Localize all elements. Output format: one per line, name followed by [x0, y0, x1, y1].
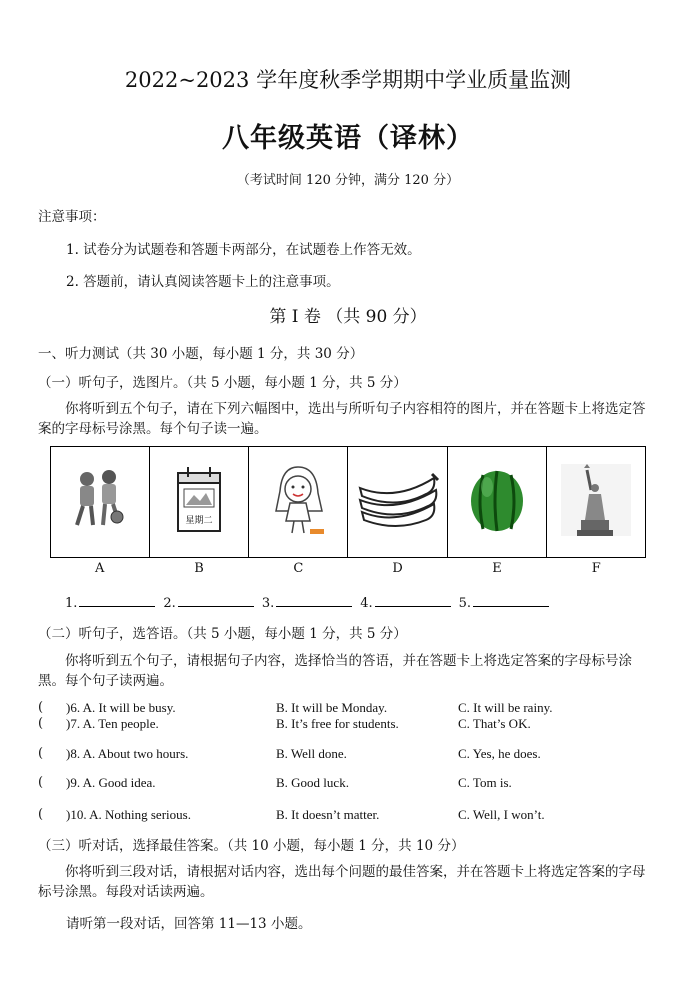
picture-f: [546, 447, 645, 558]
question-10-c: C. Well, I won’t.: [458, 807, 545, 822]
picture-table: [50, 446, 646, 558]
exam-title: 2022~2023 学年度秋季学期期中学业质量监测: [124, 68, 572, 92]
blank-2[interactable]: 2.: [163, 592, 253, 611]
answer-blanks: [65, 592, 549, 611]
kids-playing-ball-icon: [65, 465, 135, 535]
part1-instructions: 你将听到五个句子，请在下列六幅图中，选出与所听句子内容相符的图片，并在答题卡上将选定答案的字母标号涂黑。每个句子读一遍。: [38, 401, 646, 437]
question-9-a: )9. A. Good idea.: [66, 775, 156, 790]
calendar-icon: [174, 465, 224, 535]
question-7-c: C. That’s OK.: [458, 716, 531, 731]
question-7-b: B. It’s free for students.: [276, 716, 399, 731]
blank-3[interactable]: 3.: [262, 592, 352, 611]
letter-f: F: [591, 561, 601, 576]
svg-text:星期二: 星期二: [185, 516, 213, 526]
letter-a: A: [94, 561, 105, 576]
blank-1[interactable]: 1.: [65, 592, 155, 611]
notice-heading: 注意事项：: [38, 209, 106, 225]
question-7-a: )7. A. Ten people.: [66, 716, 159, 731]
question-10-a: )10. A. Nothing serious.: [66, 807, 191, 822]
blank-5[interactable]: 5.: [459, 592, 549, 611]
notice-item-2: 2. 答题前，请认真阅读答题卡上的注意事项。: [66, 274, 340, 290]
picture-letters: [50, 561, 646, 576]
question-6-a: )6. A. It will be busy.: [66, 700, 176, 715]
picture-d: [348, 447, 447, 558]
question-9-c: C. Tom is.: [458, 775, 512, 790]
volume-title: 第 I 卷 （共 90 分）: [269, 307, 427, 327]
blank-4[interactable]: 4.: [360, 592, 450, 611]
question-6-b: B. It will be Monday.: [276, 700, 388, 715]
picture-a: [51, 447, 150, 558]
question-8-b: B. Well done.: [276, 746, 347, 761]
question-8-c: C. Yes, he does.: [458, 746, 541, 761]
question-6-c: C. It will be rainy.: [458, 700, 553, 715]
exam-subtitle: 八年级英语（译林）: [222, 123, 474, 154]
watermelon-icon: [467, 467, 527, 533]
part3-instructions: 你将听到三段对话，请根据对话内容，选出每个问题的最佳答案，并在答题卡上将选定答案的字母标号涂黑。每段对话读两遍。: [38, 864, 646, 900]
dialogue1-note: 请听第一段对话，回答第 11—13 小题。: [66, 916, 312, 932]
exam-time-note: （考试时间 120 分钟，满分 120 分）: [236, 173, 460, 188]
letter-d: D: [392, 561, 403, 576]
notice-item-1: 1. 试卷分为试题卷和答题卡两部分，在试题卷上作答无效。: [66, 242, 421, 258]
letter-c: C: [293, 561, 304, 576]
picture-c: [249, 447, 348, 558]
part2-title: （二）听句子，选答语。（共 5 小题，每小题 1 分，共 5 分）: [38, 626, 407, 642]
girl-drawing-icon: [268, 463, 328, 538]
section1-title: 一、听力测试（共 30 小题，每小题 1 分，共 30 分）: [38, 346, 364, 362]
part3-title: （三）听对话，选择最佳答案。（共 10 小题，每小题 1 分，共 10 分）: [38, 838, 465, 854]
picture-e: [447, 447, 546, 558]
picture-b: [150, 447, 249, 558]
bananas-icon: [356, 470, 440, 530]
question-8-a: )8. A. About two hours.: [66, 746, 189, 761]
letter-e: E: [492, 561, 502, 576]
part1-title: （一）听句子，选图片。（共 5 小题，每小题 1 分，共 5 分）: [38, 375, 407, 391]
statue-of-liberty-icon: [561, 464, 631, 536]
question-9-b: B. Good luck.: [276, 775, 349, 790]
part2-instructions: 你将听到五个句子，请根据句子内容，选择恰当的答语，并在答题卡上将选定答案的字母标号涂黑。每个句子读两遍。: [38, 653, 632, 689]
letter-b: B: [194, 561, 204, 576]
question-10-b: B. It doesn’t matter.: [276, 807, 380, 822]
